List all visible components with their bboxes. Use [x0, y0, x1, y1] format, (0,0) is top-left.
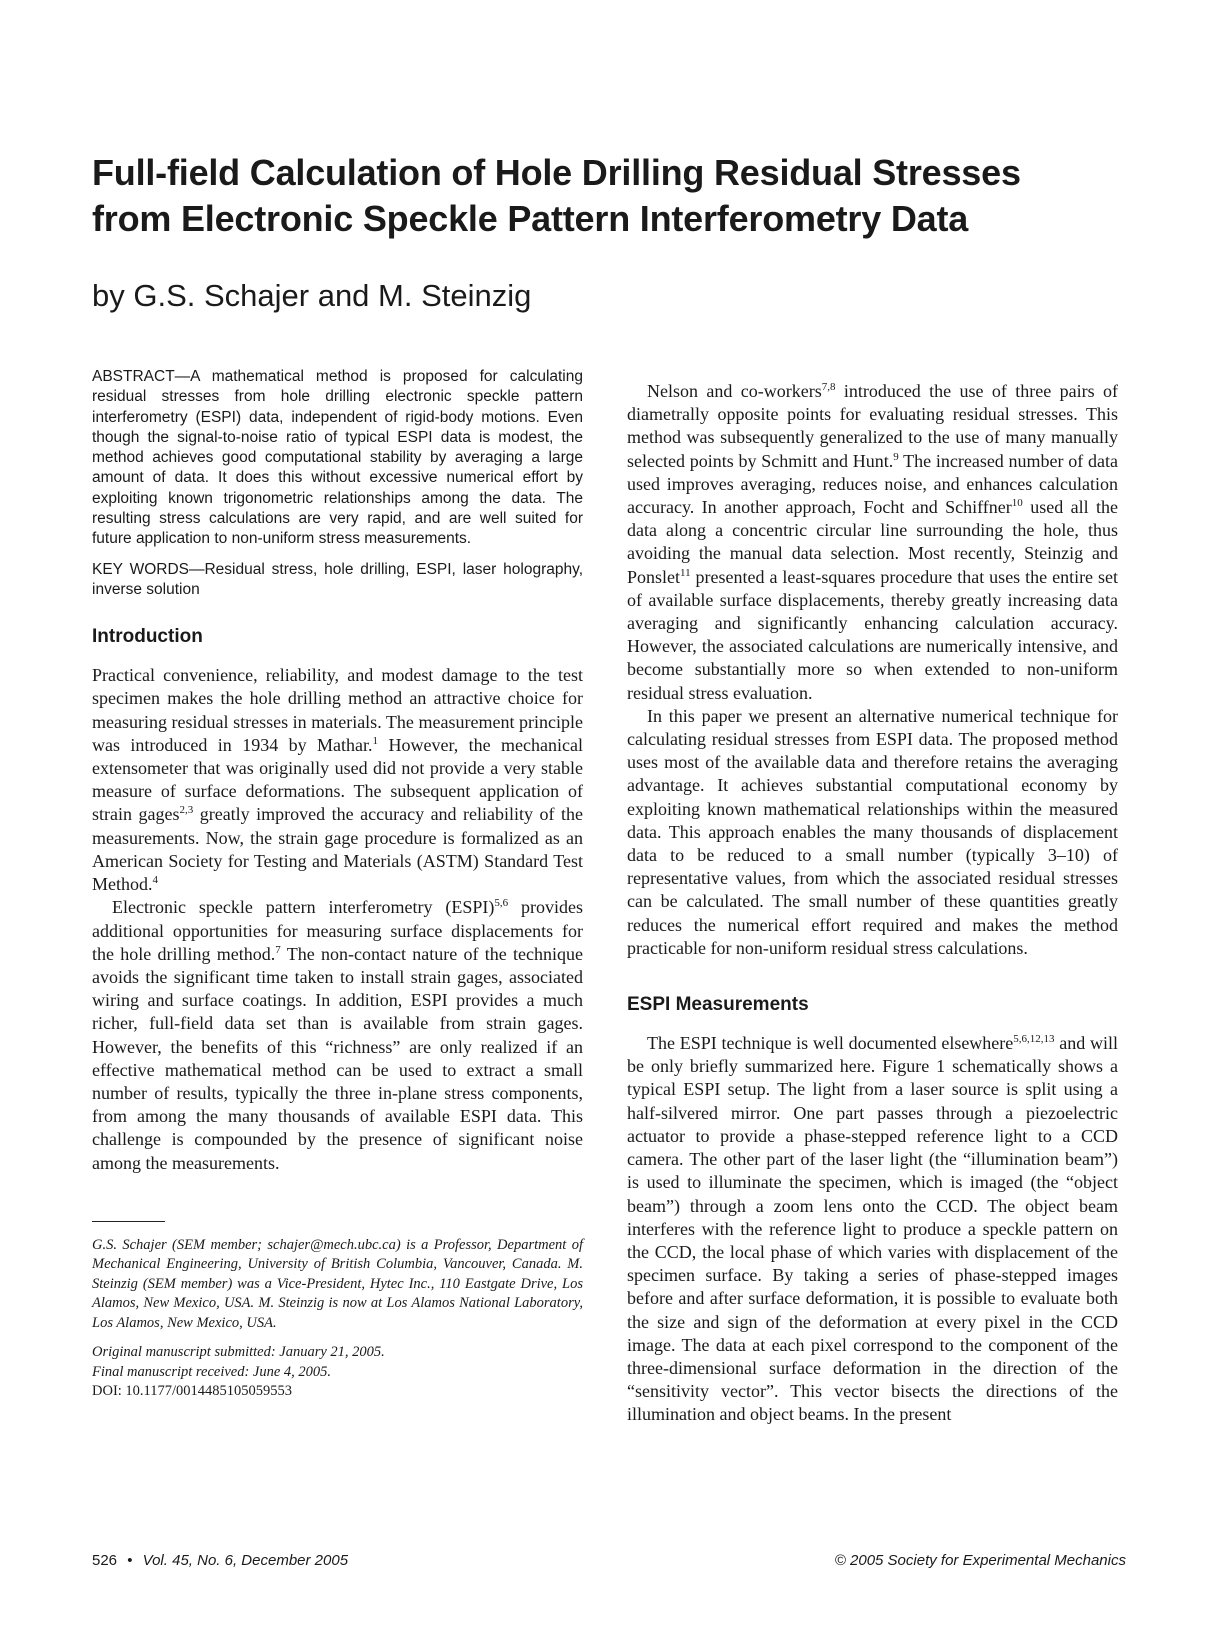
text-run: Nelson and co-workers [647, 381, 822, 401]
page-footer-left [92, 1552, 348, 1569]
text-run: greatly improved the accuracy and reliability of the measurements. Now, the strain gage procedure is formalized as an American Society for Testing and Materials (ASTM) Standard Test Method. [92, 804, 583, 895]
citation-ref: 10 [1011, 497, 1023, 510]
introduction-paragraph-2 [92, 896, 583, 1174]
text-run: Electronic speckle pattern interferometry (ESPI) [112, 897, 495, 918]
author-affiliation-footnote: G.S. Schajer (SEM member; schajer@mech.ubc.ca) is a Professor, Department of Mechanical Engineering, University of British Columbia, Vancouver, Canada. M. Steinzig (SEM member) was a Vice-President, Hytec Inc., 110 Eastgate Drive, Los Alamos, New Mexico, USA. M. Steinzig is now at Los Alamos National Laboratory, Los Alamos, New Mexico, USA. [92, 1236, 583, 1331]
manuscript-dates [92, 1343, 583, 1402]
text-run: However, the mechanical extensometer that was originally used did not provide a very stable measure of surface deformations. The subsequent application of strain gages [92, 734, 583, 825]
paper-title-line: Full-field Calculation of Hole Drilling Residual Stresses [92, 152, 1021, 193]
right-column [627, 380, 1118, 1427]
text-run: Practical convenience, reliability, and modest damage to the test specimen makes the hole drilling method an attractive choice for measuring residual stresses in materials. The measurement principle was introduced in 1934 by Mathar. [92, 665, 583, 755]
received-date: Final manuscript received: June 4, 2005. [92, 1363, 332, 1380]
paper-title-line: from Electronic Speckle Pattern Interferometry Data [92, 198, 969, 239]
paper-title [92, 150, 1172, 242]
right-paragraph-1 [627, 380, 1118, 705]
citation-ref: 7 [275, 943, 281, 956]
text-run: provides additional opportunities for measuring surface displacements for the hole drilling method. [92, 897, 583, 964]
espi-paragraph-1 [627, 1032, 1118, 1426]
citation-ref: 2,3 [179, 804, 194, 817]
citation-ref: 9 [893, 450, 899, 463]
bullet-separator: • [127, 1552, 133, 1569]
citation-ref: 11 [680, 566, 691, 579]
copyright-notice: © 2005 Society for Experimental Mechanics [834, 1552, 1126, 1569]
key-words: KEY WORDS—Residual stress, hole drilling, ESPI, laser holography, inverse solution [92, 560, 583, 598]
text-run: The increased number of data used improves averaging, reduces noise, and enhances calculation accuracy. In another approach, Focht and Schiffner [627, 450, 1119, 518]
authors-byline: by G.S. Schajer and M. Steinzig [92, 278, 532, 313]
doi: DOI: 10.1177/0014485105059553 [92, 1383, 293, 1400]
text-run: presented a least-squares procedure that uses the entire set of available surface displacements, thereby greatly increasing data averaging and significantly enhancing calculation accuracy. However, the associated calculations are numerically intensive, and become substantially more so when extended to non-uniform residual stress evaluation. [627, 566, 1118, 703]
journal-issue: Vol. 45, No. 6, December 2005 [142, 1552, 349, 1569]
section-heading-introduction: Introduction [92, 626, 203, 648]
citation-ref: 5,6,12,13 [1013, 1033, 1055, 1046]
submitted-date: Original manuscript submitted: January 21, 2005. [92, 1344, 385, 1361]
citation-ref: 5,6 [494, 897, 509, 910]
abstract: ABSTRACT—A mathematical method is proposed for calculating residual stresses from hole drilling electronic speckle pattern interferometry (ESPI) data, independent of rigid-body motions. Even though the signal-to-noise ratio of typical ESPI data is modest, the method achieves good computational stability by averaging a large amount of data. It does this without excessive numerical effort by exploiting known trigonometric relationships among the data. The resulting stress calculations are very rapid, and are well suited for future application to non-uniform stress measurements. [92, 368, 583, 548]
introduction-paragraph-1 [92, 664, 583, 896]
citation-ref: 4 [152, 874, 158, 887]
right-paragraph-2: In this paper we present an alternative numerical technique for calculating residual stresses from ESPI data. The proposed method uses most of the available data and therefore retains the averaging advantage. It achieves substantial computational economy by exploiting known mathematical relationships within the measured data. This approach enables the many thousands of displacement data to be reduced to a small number (typically 3–10) of representative values, from which the associated residual stresses can be calculated. The small number of these quantities greatly reduces the numerical effort required and makes the method practicable for non-uniform residual stress calculations. [627, 705, 1118, 958]
left-column [92, 367, 583, 1402]
citation-ref: 1 [372, 734, 379, 747]
text-run: and will be only briefly summarized here. Figure 1 schematically shows a typical ESPI setup. The light from a laser source is split using a half-silvered mirror. One part passes through a piezoelectric actuator to provide a phase-stepped reference light to a CCD camera. The other part of the laser light (the “illumination beam”) is used to illuminate the specimen, which is imaged (the “object beam”) through a zoom lens onto the CCD. The object beam interferes with the reference light to produce a speckle pattern on the CCD, the local phase of which varies with displacement of the specimen surface. By taking a series of phase-stepped images before and after surface deformation, it is possible to evaluate both the size and sign of the deformation at every pixel in the CCD image. The data at each pixel correspond to the component of the three-dimensional surface deformation in the direction of the “sensitivity vector”. This vector bisects the directions of the illumination and object beams. In the present [627, 1033, 1118, 1425]
text-run: The non-contact nature of the technique avoids the significant time taken to install strain gages, associated wiring and surface coatings. In addition, ESPI provides a much richer, full-field data set than is available from strain gages. However, the benefits of this “richness” are only realized if an effective mathematical method can be used to extract a small number of results, typically the three in-plane stress components, from among the many thousands of available ESPI data. This challenge is compounded by the presence of significant noise among the measurements. [92, 943, 583, 1173]
text-run: The ESPI technique is well documented elsewhere [647, 1033, 1014, 1054]
section-heading-espi-measurements: ESPI Measurements [627, 994, 809, 1016]
text-run: introduced the use of three pairs of diametrally opposite points for evaluating residual stresses. This method was subsequently generalized to the use of many manually selected points by Schmitt and Hunt. [627, 381, 1118, 471]
page-number: 526 [92, 1552, 118, 1569]
citation-ref: 7,8 [821, 381, 836, 393]
text-run: used all the data along a concentric circular line surrounding the hole, thus avoiding the manual data selection. Most recently, Steinzig and Ponslet [627, 497, 1118, 587]
footnote-divider [92, 1221, 165, 1222]
